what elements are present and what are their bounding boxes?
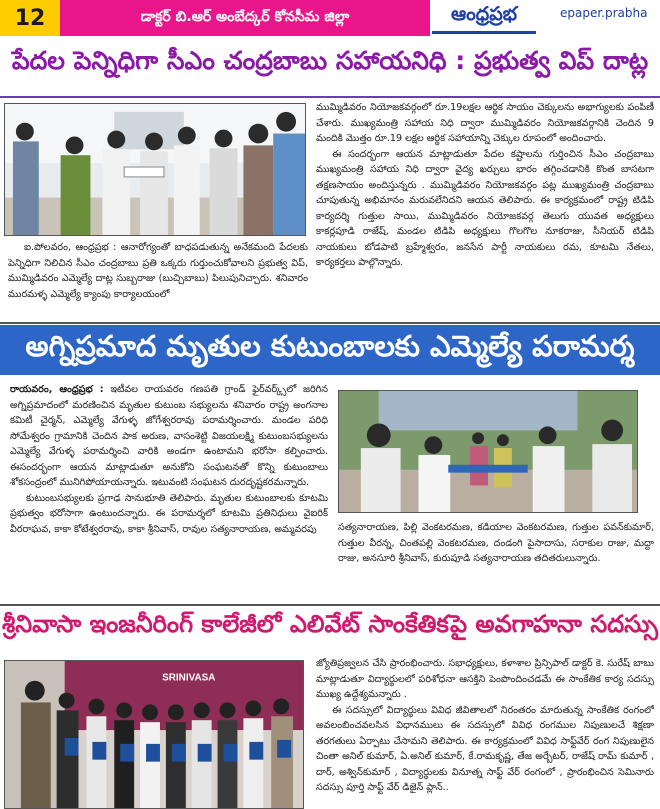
masthead [0,0,660,36]
divider [0,604,660,606]
story3-right-paragraph-1: జ్యోతిప్రజ్వలన చేసి ప్రారంభించారు. సభాధ్యక్షులు, కళాశాల ప్రిన్సిపాల్ డాక్టర్ కె. సురేష్ బాబు మాట్లాడుతూ విద్యార్థులలో పరిశోధనా ఆసక్తిని పెంపొందించడమే ఈ సాంకేతిక కార్య సదస్సు ముఖ్య ఉద్దేశ్యమన్నారు . [316,658,654,700]
banner-text: SRINIVASA [162,672,216,684]
story1-left-column [8,240,308,320]
divider [0,322,660,324]
story2-right-paragraph: సత్యనారాయణ, పిల్లి వెంకటరమణ, కడియాల వెంకటరమణ, గుత్తుల పవన్‌కుమార్, గుత్తుల వీరన్న, చింతపల్లి వెంకటరమణ, దండంగి పైసాదాసు, సరాకుల రాజు, మద్దా రాజు, అనసూరి శ్రీనివాస్, కురుపూడి సత్యనారాయణ తదితరులున్నారు. [338,522,654,564]
story1-headline: పేదల పెన్నిధిగా సీఎం చంద్రబాబు సహాయనిధి : ప్రభుత్వ విప్ దాట్ల [11,46,649,75]
divider [0,96,660,98]
story1-left-paragraph: ఐ.పోలవరం, ఆంధ్రప్రభ : ఆనారోగ్యంతో బాధపడుతున్న అనేకమంది పేదలకు పెన్నిధిగా నిలిచిన సీఎం చంద్రబాబు ప్రతి ఒక్కరు గుర్తుంచుకోవాలని ప్రభుత్వ విప్, ముమ్మిడివరం ఎమ్మెల్యే దాట్ల సుబ్బరాజు (బుచ్చిబాబు) పిలుపునిచ్చారు. శనివారం మురమళ్ళ ఎమ్మెల్యే క్యాంపు కార్యాలయంలో [8,242,308,300]
story2-left-column [10,382,328,604]
story3-right-paragraph-2: ఈ సదస్సులో విద్యార్థులు వివిధ జీవితాలలో నిరంతరం మారుతున్న సాంకేతిక రంగంలో అవలంబించవలసిన విధానములు ఈ సదస్సులో వివిధ రంగముల నిపుణులచే శిక్షణా తరగతులు ఏర్పాటు చేసామని తెలిపారు. ఈ కార్యక్రమంలో వివిధ సాఫ్ట్‌వేర్ రంగ నిపుణులైన చింతా అనిల్ కుమార్, ఏ.అనిల్ కుమార్, కే.రామకృష్ణ, తేజ అర్బేటర్, రాజేష్ రామ్ కుమార్ , దార్, అశ్విన్‌కుమార్ , విద్యార్థులకు వినూత్న సాఫ్ట్ వేర్ రంగంలో , ప్రారంభించిన సెమినారు సదస్సు పూర్తి సాఫ్ట్ వేర్ డిజైన్ ప్లాన్.. [316,704,654,793]
story3-photo [4,660,304,809]
story2-left-paragraph-2: కుటుంబసభ్యులకు ప్రగాఢ సానుభూతి తెలిపారు. మృతుల కుటుంబాలకు కూటమి ప్రభుత్వం భరోసాగా ఉంటుందన్నారు. ఈ పరామర్శలో కూటమి ప్రతినిధులు వైఐరిక్ వీరరాఘవ, కాకా కోటేశ్వరరావు, కాకా శ్రీనివాస్, రావుల సత్యనారాయణ, అమ్మవరపు [10,492,328,535]
story1-photo [4,103,306,236]
story2-headline: అగ్నిప్రమాద మృతుల కుటుంబాలకు ఎమ్మెల్యే పరామర్శ [0,325,660,375]
district-banner: డాక్టర్ బి.ఆర్ అంబేద్కర్ కోనసీమ జిల్లా [60,0,430,36]
story1-right-column [316,100,654,320]
story2-dateline: రాయవరం, ఆంధ్రప్రభ : [10,384,104,395]
story2-photo [338,390,638,513]
story1-right-paragraph-2: ఈ సందర్భంగా ఆయన మాట్లాడుతూ పేదల కష్టాలను గుర్తించిన సీఎం చంద్రబాబు ముఖ్యమంత్రి సహాయ నిధి ద్వారా వైద్య ఖర్చులు భారం తగ్గించడానికి కొంత బాసటగా తక్షణసాయం అందిస్తున్నరు . ముమ్మిడివరం నియోజకవర్గం పట్ల ముఖ్యమంత్రి చంద్రబాబు చూపుతున్న అభిమానం మరువలేనిదని ఆయన తెలిపారు. ఈ కార్యక్రమంలో రాష్ట్ర టిడిపి కార్యదర్శి గుత్తుల సాయి, ముమ్మిడివరం నియోజకవర్గ తెలుగు యువత అధ్యక్షులు కాకర్లపూడి రాజేష్, మండల టిడిపి అధ్యక్షులు గొలగొల నూకరాజు, సీనియర్ టిడిపి నాయకులు బోడపాటి బ్రహ్మేశ్వరం, జనసేన పార్టీ నాయకులు రమ, కూటమి నేతలు, కార్యకర్తలు పాల్గొన్నారు. [316,148,654,268]
story2-left-paragraph-1: ఇటీవల రాయవరం గణపతి గ్రాండ్ ఫైర్‌వర్క్స్‌లో జరిగిన అగ్నిప్రమాదంలో మరణించిన మృతుల కుటుంబ సభ్యులను శనివారం రాష్ట్ర అంగనాల కమిటీ చైర్మన్, ఎమ్మెల్యే వేగుళ్ళ జోగేశ్వరరావు పరామర్శించారు. మండల పరిధి సోమేశ్వరం గ్రామానికి చెందిన పాక అరుణ, వాసంశెట్టి విజయలక్ష్మి కుటుంబసభ్యులను ఎమ్మెల్యే వేగుళ్ళ పరామర్శించి వారికి అండగా ఉంటామని భరోసా కల్పించారు. ఈసందర్భంగా ఆయన మాట్లాడుతూ అనుకోని సంఘటనతో కొన్ని కుటుంబాలు శోకసంద్రంలో మునిగిపోయాయన్నారు. ఇటువంటి సంఘటన దురదృష్టకరమన్నారు. [10,384,328,488]
page-number: 12 [0,0,60,36]
newspaper-logo: ఆంధ్రప్రభ [432,2,536,34]
story2-right-column [338,520,654,602]
story3-right-column [316,656,654,809]
story1-right-paragraph-1: ముమ్మిడివరం నియోజకవర్గంలో రూ.19లక్షల ఆర్థిక సాయం చెక్కులను అభాగ్యులకు పంపిణీ చేశారు. ముఖ్యమంత్రి సహాయ నిధి ద్వారా ముమ్మిడివరం నియోజకవర్గానికి చెందిన 9 మందికి మొత్తం రూ.19 లక్షల ఆర్థిక సహాయాన్ని చెక్కుల రూపంలో అందించారు. [316,102,654,144]
epaper-url: epaper.prabha [560,6,648,20]
story3-headline: శ్రీనివాసా ఇంజనీరింగ్ కాలేజీలో ఎలివేట్ సాంకేతికపై అవగాహనా సదస్సు [2,610,658,638]
